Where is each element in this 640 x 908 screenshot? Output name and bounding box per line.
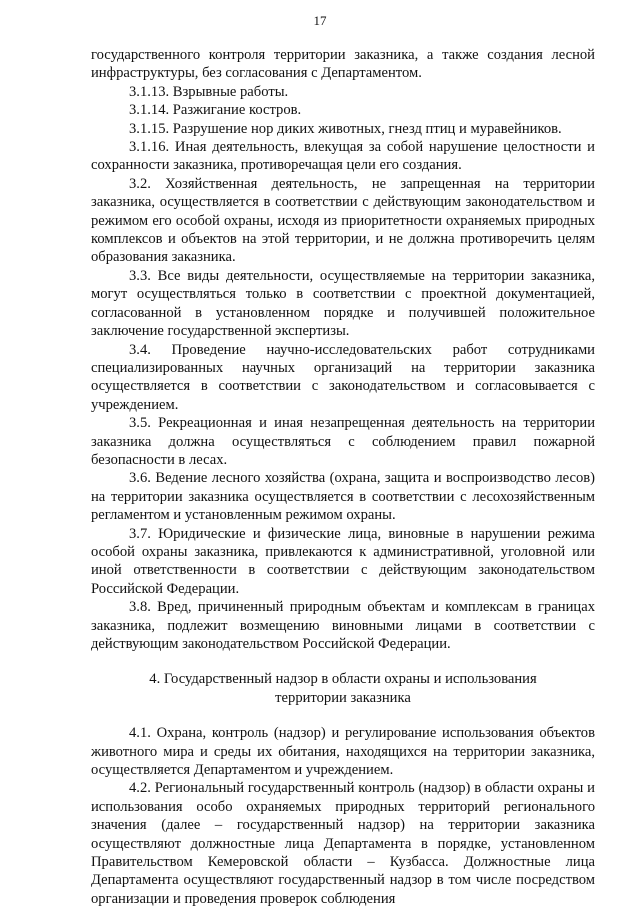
paragraph: 4.1. Охрана, контроль (надзор) и регулирование использования объектов животного мира и среды их обитания, находящихся на территории заказника, осуществляется Департаментом и учреждением. — [91, 725, 595, 779]
paragraph: 3.2. Хозяйственная деятельность, не запрещенная на территории заказника, осуществляется в соответствии с действующим законодательством и режимом его особой охраны, исходя из приоритетности охраняемых природных комплексов и объектов на этой территории, и не должна противоречить целям образования заказника. — [91, 175, 595, 266]
section-4-paragraphs — [91, 724, 595, 908]
paragraph: 3.1.14. Разжигание костров. — [129, 102, 302, 119]
paragraph: 3.1.16. Иная деятельность, влекущая за собой нарушение целостности и сохранности заказника, противоречащая цели его создания. — [91, 139, 595, 174]
paragraph: 3.5. Рекреационная и иная незапрещенная деятельность на территории заказника должна осуществляться с соблюдением правил пожарной безопасности в лесах. — [91, 415, 595, 468]
document-body — [91, 46, 595, 908]
section-heading-line-2: территории заказника — [275, 689, 411, 706]
paragraph: 3.3. Все виды деятельности, осуществляемые на территории заказника, могут осуществляться только в соответствии с проектной документацией, согласованной в установленном порядке и получившей положительное заключение государственной экспертизы. — [91, 267, 595, 340]
paragraph: 3.8. Вред, причиненный природным объектам и комплексам в границах заказника, подлежит возмещению виновными лицами в соответствии с действующим законодательством Российской Федерации. — [91, 599, 595, 652]
paragraph: 4.2. Региональный государственный контроль (надзор) в области охраны и использования особо охраняемых природных территорий регионального значения (далее – государственный надзор) на территории заказника осуществляют должностные лица Департамента в порядке, установленном Правительством Кемеровской области – Кузбасса. Должностные лица Департамента осуществляют государственный надзор в том числе посредством организации и проведения проверок соблюдения — [91, 780, 595, 907]
page-number: 17 — [313, 13, 327, 28]
paragraph: 3.1.15. Разрушение нор диких животных, гнезд птиц и муравейников. — [129, 120, 562, 137]
paragraph: государственного контроля территории заказника, а также создания лесной инфраструктуры, без согласования с Департаментом. — [91, 47, 595, 82]
section-3-paragraphs — [91, 46, 595, 653]
section-heading-line-1: 4. Государственный надзор в области охраны и использования — [149, 671, 537, 688]
section-heading — [91, 670, 595, 707]
paragraph: 3.4. Проведение научно-исследовательских работ сотрудниками специализированных научных организаций на территории заказника осуществляется в соответствии с законодательством и согласовывается с учреждением. — [91, 341, 595, 413]
paragraph: 3.1.13. Взрывные работы. — [129, 83, 289, 100]
paragraph: 3.7. Юридические и физические лица, виновные в нарушении режима особой охраны заказника, привлекаются к административной, уголовной или иной ответственности в соответствии с действующим законодательством Российской Федерации. — [91, 525, 595, 597]
paragraph: 3.6. Ведение лесного хозяйства (охрана, защита и воспроизводство лесов) на территории заказника осуществляется в соответствии с лесохозяйственным регламентом и установленным режимом охраны. — [91, 470, 595, 524]
